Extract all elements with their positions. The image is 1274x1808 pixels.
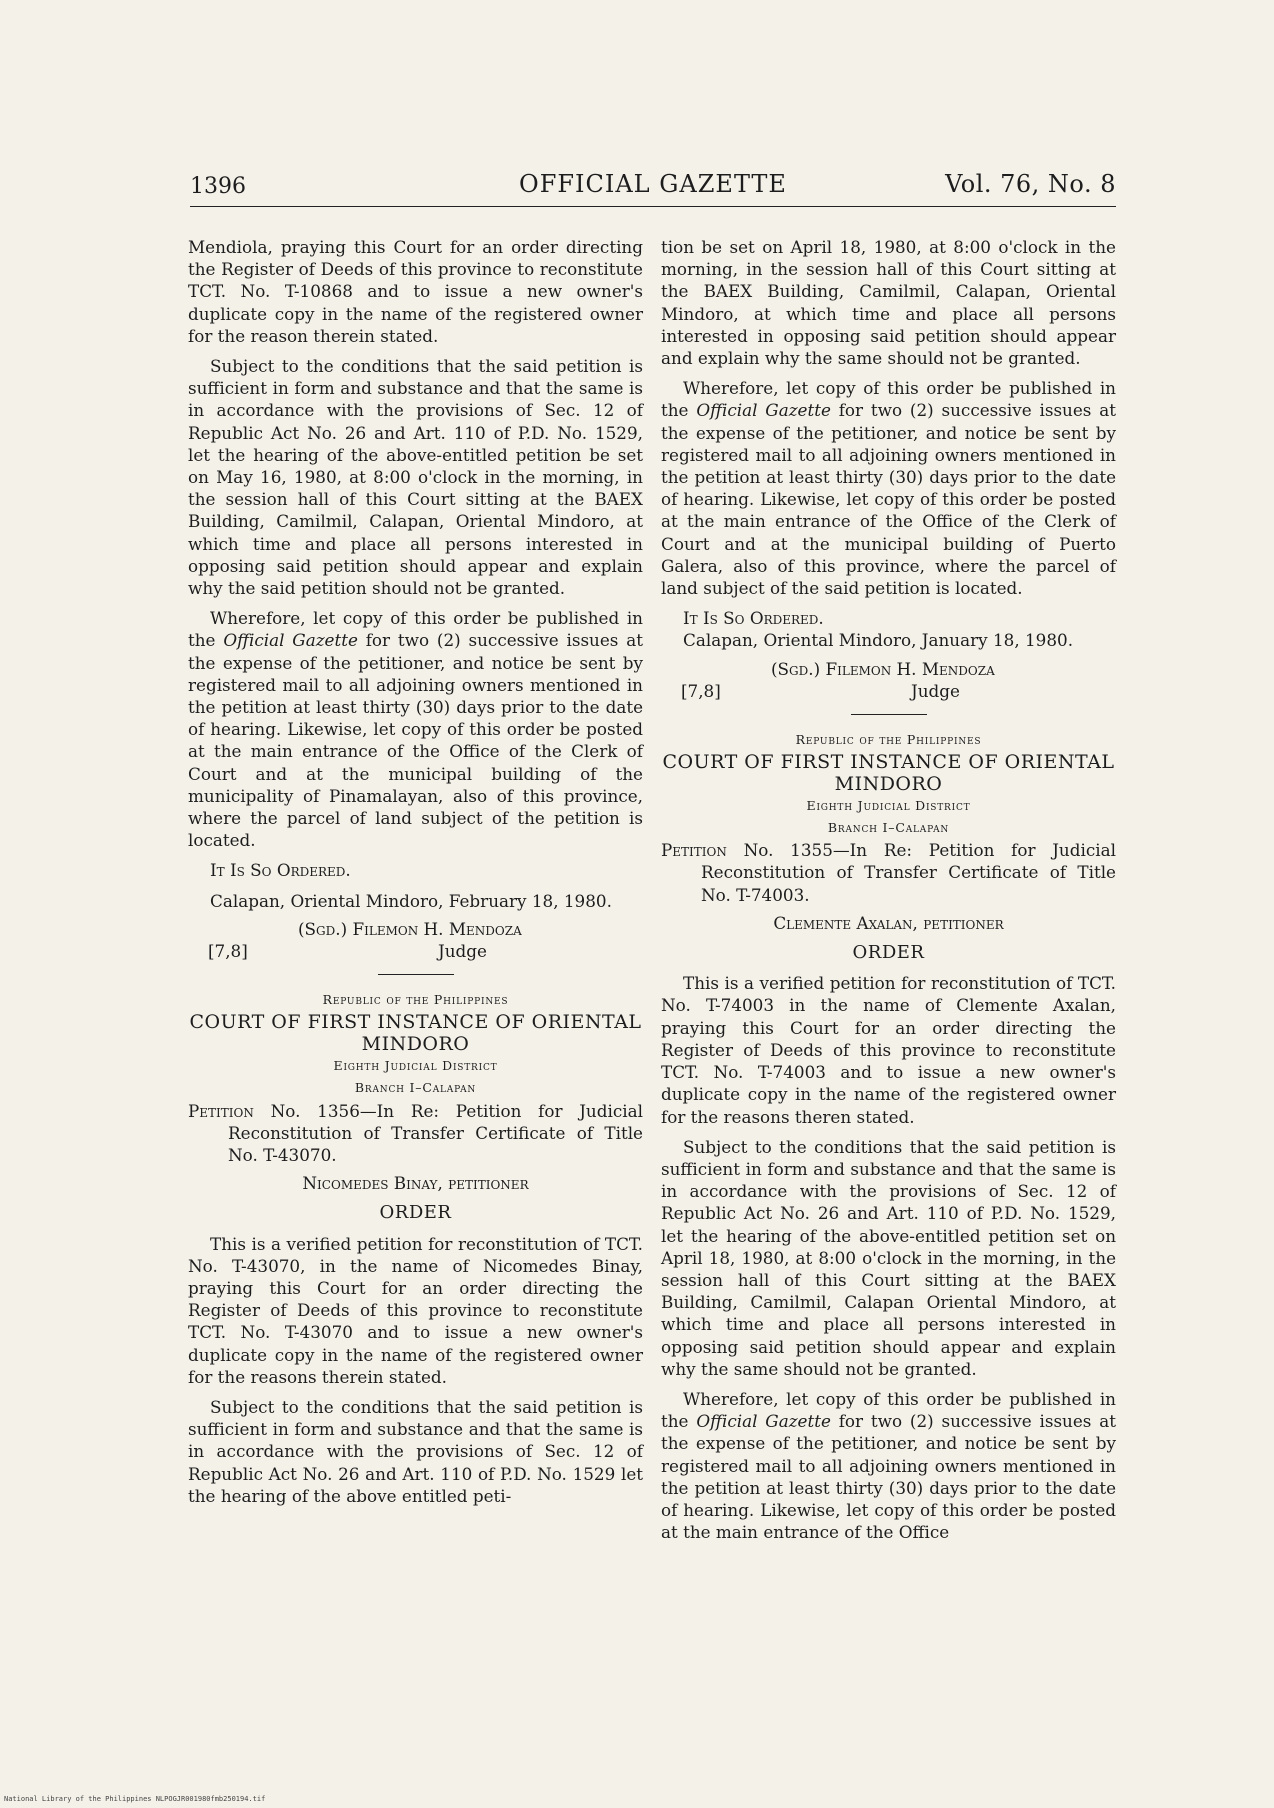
district-heading: Eighth Judicial District xyxy=(806,797,971,813)
district-heading: Eighth Judicial District xyxy=(333,1058,498,1074)
paragraph: Subject to the conditions that the said petition is sufficient in form and substance and that the same is in accordance with the provisions of Sec. 12 of Republic Act No. 26 and Art. 110 of P.D. No. 1529 let the hearing of the above entitled peti- xyxy=(188,1396,643,1506)
signature-block xyxy=(188,918,643,964)
signatory: (Sgd.) Filemon H. Mendoza xyxy=(298,918,522,939)
petitioner-name: Nicomedes Binay, petitioner xyxy=(302,1173,529,1194)
scan-footer: National Library of the Philippines NLPOGJR001980fmb250194.tif xyxy=(4,1795,266,1803)
section-divider xyxy=(851,714,927,715)
signatory-title: Judge xyxy=(911,680,960,701)
petition-caption: Petition No. 1355—In Re: Petition for Judicial Reconstitution of Transfer Certificate of Title No. T-74003. xyxy=(661,840,1116,905)
issue-reference: [7,8] xyxy=(681,680,721,701)
page-header xyxy=(190,166,1116,206)
court-heading: COURT OF FIRST INSTANCE OF ORIENTAL MINDORO xyxy=(189,1011,642,1056)
left-column xyxy=(188,236,643,1507)
signatory-title: Judge xyxy=(438,940,487,961)
section-divider xyxy=(378,974,454,975)
place-date: Calapan, Oriental Mindoro, February 18, 1980. xyxy=(210,890,612,911)
republic-heading: Republic of the Philippines xyxy=(322,991,509,1007)
volume-number: Vol. 76, No. 8 xyxy=(945,170,1116,198)
paragraph: Mendiola, praying this Court for an order directing the Register of Deeds of this province to reconstitute TCT. No. T-10868 and to issue a new owner's duplicate copy in the name of the registered owner for the reason therein stated. xyxy=(188,237,643,346)
petition-caption: Petition No. 1356—In Re: Petition for Judicial Reconstitution of Transfer Certificate of Title No. T-43070. xyxy=(188,1100,643,1165)
paragraph: Wherefore, let copy of this order be published in the Official Gazette for two (2) successive issues at the expense of the petitioner, and notice be sent by registered mail to all adjoining owners mentioned in the petition at least thirty (30) days prior to the date of hearing. Likewise, let copy of this order be posted at the main entrance of the Office of the Clerk of Court and at the municipal building of the municipality of Pinamalayan, also of this province, where the parcel of land subject of the petition is located. xyxy=(188,608,643,851)
paragraph: Wherefore, let copy of this order be published in the Official Gazette for two (2) successive issues at the expense of the petitioner, and notice be sent by registered mail to all adjoining owners mentioned in the petition at least thirty (30) days prior to the date of hearing. Likewise, let copy of this order be posted at the main entrance of the Office xyxy=(661,1388,1116,1543)
so-ordered: It Is So Ordered. xyxy=(683,608,824,629)
issue-reference: [7,8] xyxy=(208,940,248,961)
order-heading: ORDER xyxy=(852,942,925,964)
court-heading: COURT OF FIRST INSTANCE OF ORIENTAL MINDORO xyxy=(662,750,1115,795)
right-column xyxy=(661,236,1116,1543)
republic-heading: Republic of the Philippines xyxy=(795,731,982,747)
paragraph: Subject to the conditions that the said petition is sufficient in form and substance and that the same is in accordance with the provisions of Sec. 12 of Republic Act No. 26 and Art. 110 of P.D. No. 1529, let the hearing of the above-entitled petition set on April 18, 1980, at 8:00 o'clock in the morning, in the session hall of this Court sitting at the BAEX Building, Camilmil, Calapan Oriental Mindoro, at which time and place all persons interested in opposing said petition should appear and explain why the same should not be granted. xyxy=(661,1136,1116,1379)
page-number: 1396 xyxy=(190,174,246,199)
signature-block xyxy=(661,658,1116,704)
paragraph: Wherefore, let copy of this order be published in the Official Gazette for two (2) successive issues at the expense of the petitioner, and notice be sent by registered mail to all adjoining owners mentioned in the petition at least thirty (30) days prior to the date of hearing. Likewise, let copy of this order be posted at the main entrance of the Office of the Clerk of Court and at the municipal building of Puerto Galera, also of this province, where the parcel of land subject of the said petition is located. xyxy=(661,378,1116,599)
so-ordered: It Is So Ordered. xyxy=(210,860,351,881)
signatory: (Sgd.) Filemon H. Mendoza xyxy=(771,658,995,679)
paragraph: This is a verified petition for reconstitution of TCT. No. T-74003 in the name of Clemente Axalan, praying this Court for an order directing the Register of Deeds of this province to reconstitute TCT. No. T-74003 and to issue a new owner's duplicate copy in the name of the registered owner for the reasons theren stated. xyxy=(661,973,1116,1127)
order-heading: ORDER xyxy=(379,1202,452,1224)
branch-heading: Branch I–Calapan xyxy=(827,820,950,836)
paragraph: tion be set on April 18, 1980, at 8:00 o'clock in the morning, in the session hall of this Court sitting at the BAEX Building, Camilmil, Calapan, Oriental Mindoro, at which time and place all persons interested in opposing said petition should appear and explain why the same should not be granted. xyxy=(661,237,1116,369)
place-date: Calapan, Oriental Mindoro, January 18, 1980. xyxy=(683,630,1074,651)
branch-heading: Branch I–Calapan xyxy=(354,1080,477,1096)
paragraph: Subject to the conditions that the said petition is sufficient in form and substance and that the same is in accordance with the provisions of Sec. 12 of Republic Act No. 26 and Art. 110 of P.D. No. 1529, let the hearing of the above-entitled petition be set on May 16, 1980, at 8:00 o'clock in the morning, in the session hall of this Court sitting at the BAEX Building, Camilmil, Calapan, Oriental Mindoro, at which time and place all persons interested in opposing said petition should appear and explain why the said petition should not be granted. xyxy=(188,356,643,599)
header-rule xyxy=(190,206,1116,207)
paragraph: This is a verified petition for reconstitution of TCT. No. T-43070, in the name of Nicomedes Binay, praying this Court for an order directing the Register of Deeds of this province to reconstitute TCT. No. T-43070 and to issue a new owner's duplicate copy in the name of the registered owner for the reasons therein stated. xyxy=(188,1233,643,1387)
publication-title: OFFICIAL GAZETTE xyxy=(519,170,787,198)
petitioner-name: Clemente Axalan, petitioner xyxy=(773,912,1004,933)
